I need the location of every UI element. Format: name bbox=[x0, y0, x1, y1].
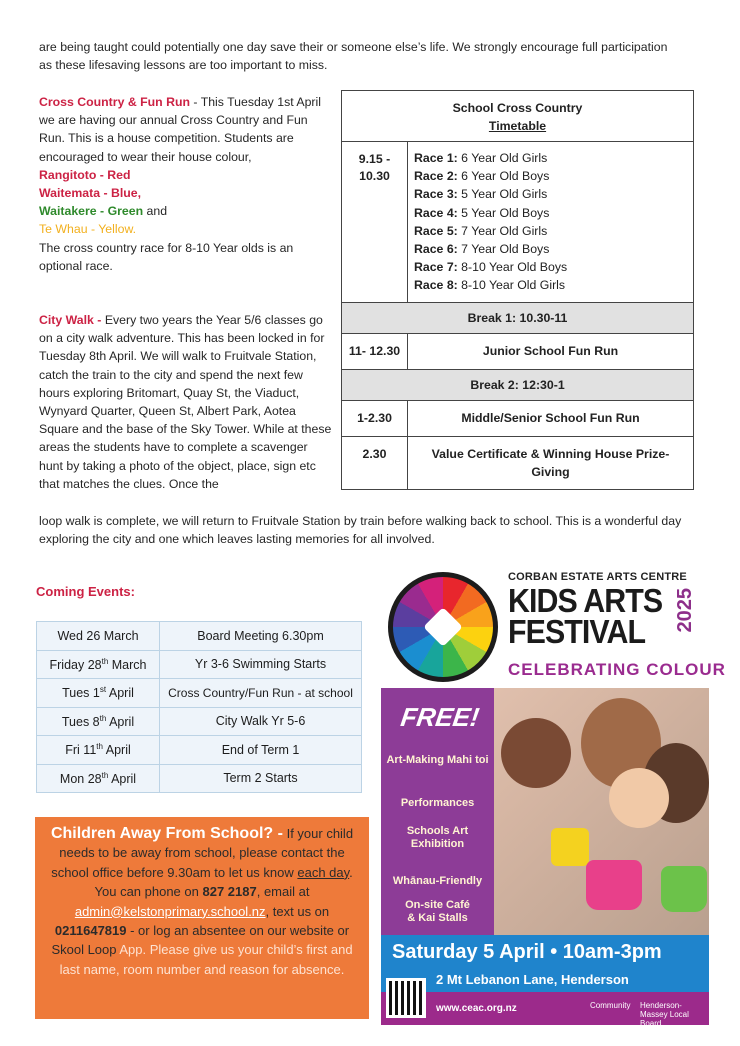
timetable-subtitle: Timetable bbox=[488, 119, 547, 133]
timetable-title-text: School Cross Country bbox=[452, 101, 583, 115]
optional-race-note: The cross country race for 8-10 Year olds is an optional race. bbox=[39, 240, 294, 273]
poster-panel bbox=[381, 688, 494, 935]
poster-item: Schools Art Exhibition bbox=[406, 825, 469, 850]
cross-country-paragraph bbox=[39, 93, 334, 275]
absence-notice bbox=[35, 817, 369, 1019]
poster-title bbox=[508, 582, 663, 650]
table-row bbox=[37, 764, 362, 793]
middle-time: 1-2.30 bbox=[342, 400, 408, 436]
colour-wheel-logo bbox=[388, 572, 498, 682]
absence-text: Please give us your child’s first and last name, room number and reason for absence. bbox=[59, 942, 353, 977]
junior-event: Junior School Fun Run bbox=[408, 333, 694, 369]
poster-image bbox=[381, 688, 709, 935]
sponsor-local-board: Henderson-Massey Local Board bbox=[640, 1001, 689, 1028]
house-rangitoto: Rangitoto - Red bbox=[39, 167, 131, 182]
break-2: Break 2: 12:30-1 bbox=[342, 369, 694, 400]
absence-heading: Children Away From School? - bbox=[50, 825, 283, 842]
absence-text: . You can phone on bbox=[94, 864, 353, 900]
event-date: Mon 28th April bbox=[37, 764, 160, 793]
free-label: FREE! bbox=[398, 702, 482, 732]
event-name: Board Meeting 6.30pm bbox=[160, 622, 362, 651]
table-row bbox=[37, 622, 362, 651]
race-item: Race 8: 8-10 Year Old Girls bbox=[414, 278, 566, 293]
poster-item: Whānau-Friendly bbox=[392, 875, 483, 887]
middle-event: Middle/Senior School Fun Run bbox=[408, 400, 694, 436]
city-walk-heading: City Walk - bbox=[39, 313, 102, 327]
race-item: Race 5: 7 Year Old Girls bbox=[414, 223, 548, 238]
timetable-title bbox=[342, 91, 694, 142]
absence-text: If your child needs to be away from school, please contact the school office before 9.30am to let us know bbox=[51, 826, 354, 880]
poster-org: CORBAN ESTATE ARTS CENTRE bbox=[508, 571, 687, 583]
cross-country-heading: Cross Country & Fun Run bbox=[39, 95, 190, 109]
race-item: Race 2: 6 Year Old Boys bbox=[414, 169, 550, 184]
event-name: Term 2 Starts bbox=[160, 764, 362, 793]
poster-item: Performances bbox=[400, 797, 475, 809]
race-list bbox=[408, 142, 694, 303]
event-name: End of Term 1 bbox=[160, 736, 362, 765]
table-row bbox=[37, 679, 362, 708]
event-date: Friday 28th March bbox=[37, 650, 160, 679]
absence-text: - or log an absentee on our website or Skool Loop bbox=[51, 923, 350, 958]
poster-title-line1: KIDS ARTS bbox=[508, 582, 663, 619]
table-row bbox=[37, 650, 362, 679]
house-waitakere: Waitakere - Green bbox=[39, 204, 144, 219]
poster-year: 2025 bbox=[674, 588, 696, 633]
intro-paragraph: are being taught could potentially one day save their or someone else’s life. We strongly encourage full participation as these lifesaving lessons are too important to miss. bbox=[39, 40, 668, 73]
poster-item: On-site Café & Kai Stalls bbox=[405, 899, 470, 924]
event-date: Fri 11th April bbox=[37, 736, 160, 765]
event-name: Yr 3-6 Swimming Starts bbox=[160, 650, 362, 679]
paint-pot-pink bbox=[586, 860, 642, 910]
sponsor-community: Community bbox=[590, 1001, 631, 1010]
each-day-text: each day bbox=[297, 864, 350, 880]
poster-website: www.ceac.org.nz bbox=[436, 1003, 517, 1014]
qr-code-icon bbox=[386, 978, 426, 1018]
poster-address: 2 Mt Lebanon Lane, Henderson bbox=[436, 972, 629, 987]
cross-country-body: - This Tuesday 1st April we are having our annual Cross Country and Fun Run. This is a house competition. Students are encouraged to wear their house colour, bbox=[39, 95, 321, 164]
table-row bbox=[37, 707, 362, 736]
break-1: Break 1: 10.30-11 bbox=[342, 302, 694, 333]
city-walk-paragraph bbox=[39, 311, 334, 493]
city-walk-body: Every two years the Year 5/6 classes go on a city walk adventure. This has been locked in for Tuesday 8th April. We will walk to Fruitvale Station, catch the train to the city and spend the next few hours exploring Britomart, Quay St, the Viaduct, Wynyard Quarter, Queen St, Albert Park, Aotea Square and the base of the Sky Tower. While at these areas the students have to complete a scavenger hunt by taking a photo of the object, place, sign etc that matches the clues. Once the bbox=[39, 313, 332, 491]
phone-number: 827 2187 bbox=[202, 884, 257, 900]
table-row bbox=[37, 736, 362, 765]
app-text: App. bbox=[119, 942, 147, 958]
paint-pot-green bbox=[661, 866, 707, 912]
poster-tagline: CELEBRATING COLOUR bbox=[508, 660, 726, 679]
coming-events-title: Coming Events: bbox=[36, 584, 135, 599]
paint-pot-yellow bbox=[551, 828, 589, 866]
child-face bbox=[609, 768, 669, 828]
email-link[interactable]: admin@kelstonprimary.school.nz bbox=[74, 903, 266, 919]
event-name: Cross Country/Fun Run - at school bbox=[160, 679, 362, 708]
prize-event: Value Certificate & Winning House Prize-Giving bbox=[408, 436, 694, 489]
period: . bbox=[132, 222, 137, 237]
house-waitemata: Waitemata - Blue, bbox=[39, 186, 142, 201]
child-figure bbox=[501, 718, 571, 788]
text-number: 0211647819 bbox=[54, 923, 127, 939]
coming-events-table bbox=[36, 621, 362, 793]
race-item: Race 3: 5 Year Old Girls bbox=[414, 187, 548, 202]
absence-text: , email at bbox=[256, 884, 310, 900]
absence-text: , text us on bbox=[265, 903, 330, 919]
event-name: City Walk Yr 5-6 bbox=[160, 707, 362, 736]
event-date: Tues 8th April bbox=[37, 707, 160, 736]
race-item: Race 4: 5 Year Old Boys bbox=[414, 205, 550, 220]
cross-country-timetable bbox=[341, 90, 694, 490]
event-date: Tues 1st April bbox=[37, 679, 160, 708]
race-time: 9.15 - 10.30 bbox=[342, 142, 408, 303]
and-text: and bbox=[143, 204, 168, 219]
prize-time: 2.30 bbox=[342, 436, 408, 489]
poster-item: Art-Making Mahi toi bbox=[386, 754, 489, 766]
race-item: Race 1: 6 Year Old Girls bbox=[414, 151, 548, 165]
house-te-whau: Te Whau - Yellow bbox=[39, 222, 133, 237]
city-walk-continued: loop walk is complete, we will return to Fruitvale Station by train before walking back to school. This is a wonderful day exploring the city and one which leaves lasting memories for all involved. bbox=[39, 514, 682, 547]
event-date: Wed 26 March bbox=[37, 622, 160, 651]
poster-date: Saturday 5 April • 10am-3pm bbox=[392, 941, 662, 963]
junior-time: 11- 12.30 bbox=[342, 333, 408, 369]
poster-title-line2: FESTIVAL bbox=[508, 613, 646, 650]
race-item: Race 6: 7 Year Old Boys bbox=[414, 242, 550, 257]
race-item: Race 7: 8-10 Year Old Boys bbox=[414, 260, 568, 275]
